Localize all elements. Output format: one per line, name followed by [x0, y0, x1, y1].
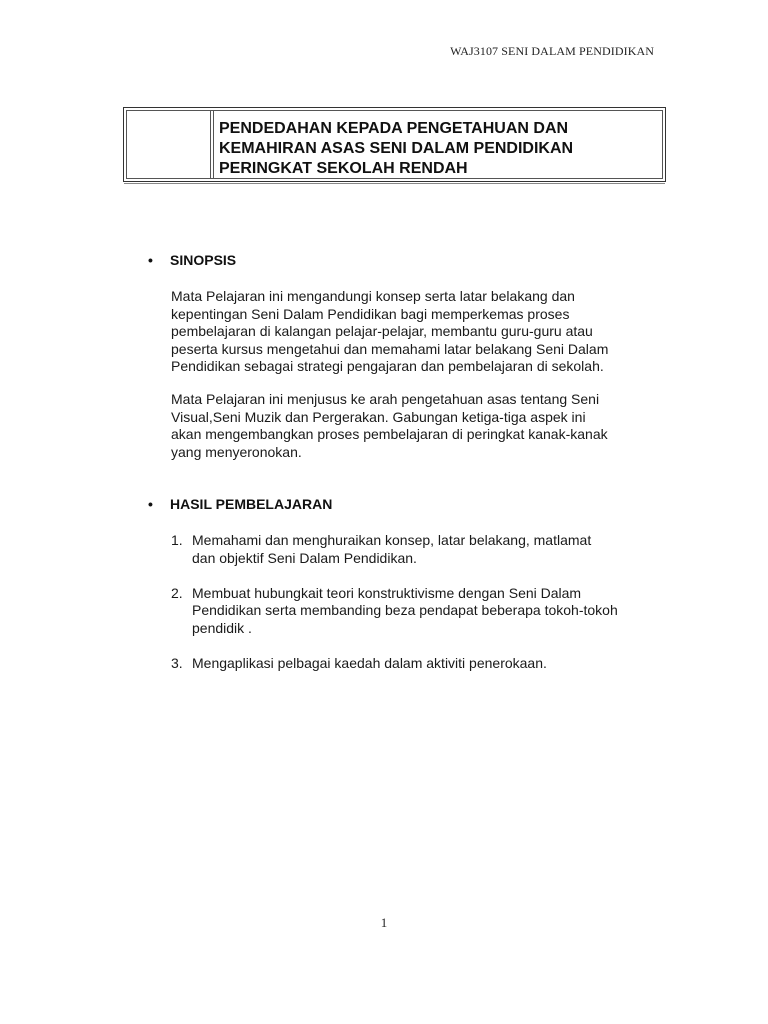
running-header: WAJ3107 SENI DALAM PENDIDIKAN: [450, 44, 654, 58]
list-item-number: 2.: [171, 584, 183, 601]
list-item: [171, 655, 671, 673]
document-title: PENDEDAHAN KEPADA PENGETAHUAN DAN KEMAHIRAN ASAS SENI DALAM PENDIDIKAN PERINGKAT SEKOLAH RENDAH: [219, 120, 574, 177]
list-item-text: Memahami dan menghuraikan konsep, latar belakang, matlamat dan objektif Seni Dalam Pendidikan.: [192, 532, 592, 566]
list-item-text: Mengaplikasi pelbagai kaedah dalam aktiviti penerokaan.: [192, 654, 547, 671]
sinopsis-heading-label: SINOPSIS: [170, 252, 237, 268]
hasil-heading-label: HASIL PEMBELAJARAN: [170, 496, 333, 512]
learning-outcomes-list: [171, 532, 671, 690]
sinopsis-paragraph-1: Mata Pelajaran ini mengandungi konsep serta latar belakang dan kepentingan Seni Dalam Pendidikan bagi memperkemas proses pembelajaran di kalangan pelajar-pelajar, membantu guru-guru atau peserta kursus mengetahui dan memahami latar belakang Seni Dalam Pendidikan sebagai strategi pengajaran dan pembelajaran di sekolah.: [171, 288, 609, 374]
list-item-number: 1.: [171, 532, 183, 548]
sinopsis-paragraph-2: Mata Pelajaran ini menjusus ke arah pengetahuan asas tentang Seni Visual,Seni Muzik dan Pergerakan. Gabungan ketiga-tiga aspek ini akan mengembangkan proses pembelajaran di peringkat kanak-kanak yang menyeronokan.: [171, 391, 608, 460]
title-box-inner: [126, 110, 663, 179]
title-left-cell: [127, 111, 211, 178]
page-number: 1: [380, 915, 388, 930]
hasil-heading: [148, 495, 332, 513]
list-item: [171, 532, 671, 567]
list-item: [171, 585, 671, 638]
list-item-number: 3.: [171, 654, 183, 671]
title-box: [123, 107, 666, 182]
sinopsis-heading: [148, 251, 236, 269]
bullet-icon: •: [148, 496, 153, 512]
list-item-text: Membuat hubungkait teori konstruktivisme dengan Seni Dalam Pendidikan serta membanding beza pendapat beberapa tokoh-tokoh pendidik .: [192, 584, 618, 636]
bullet-icon: •: [148, 252, 153, 268]
